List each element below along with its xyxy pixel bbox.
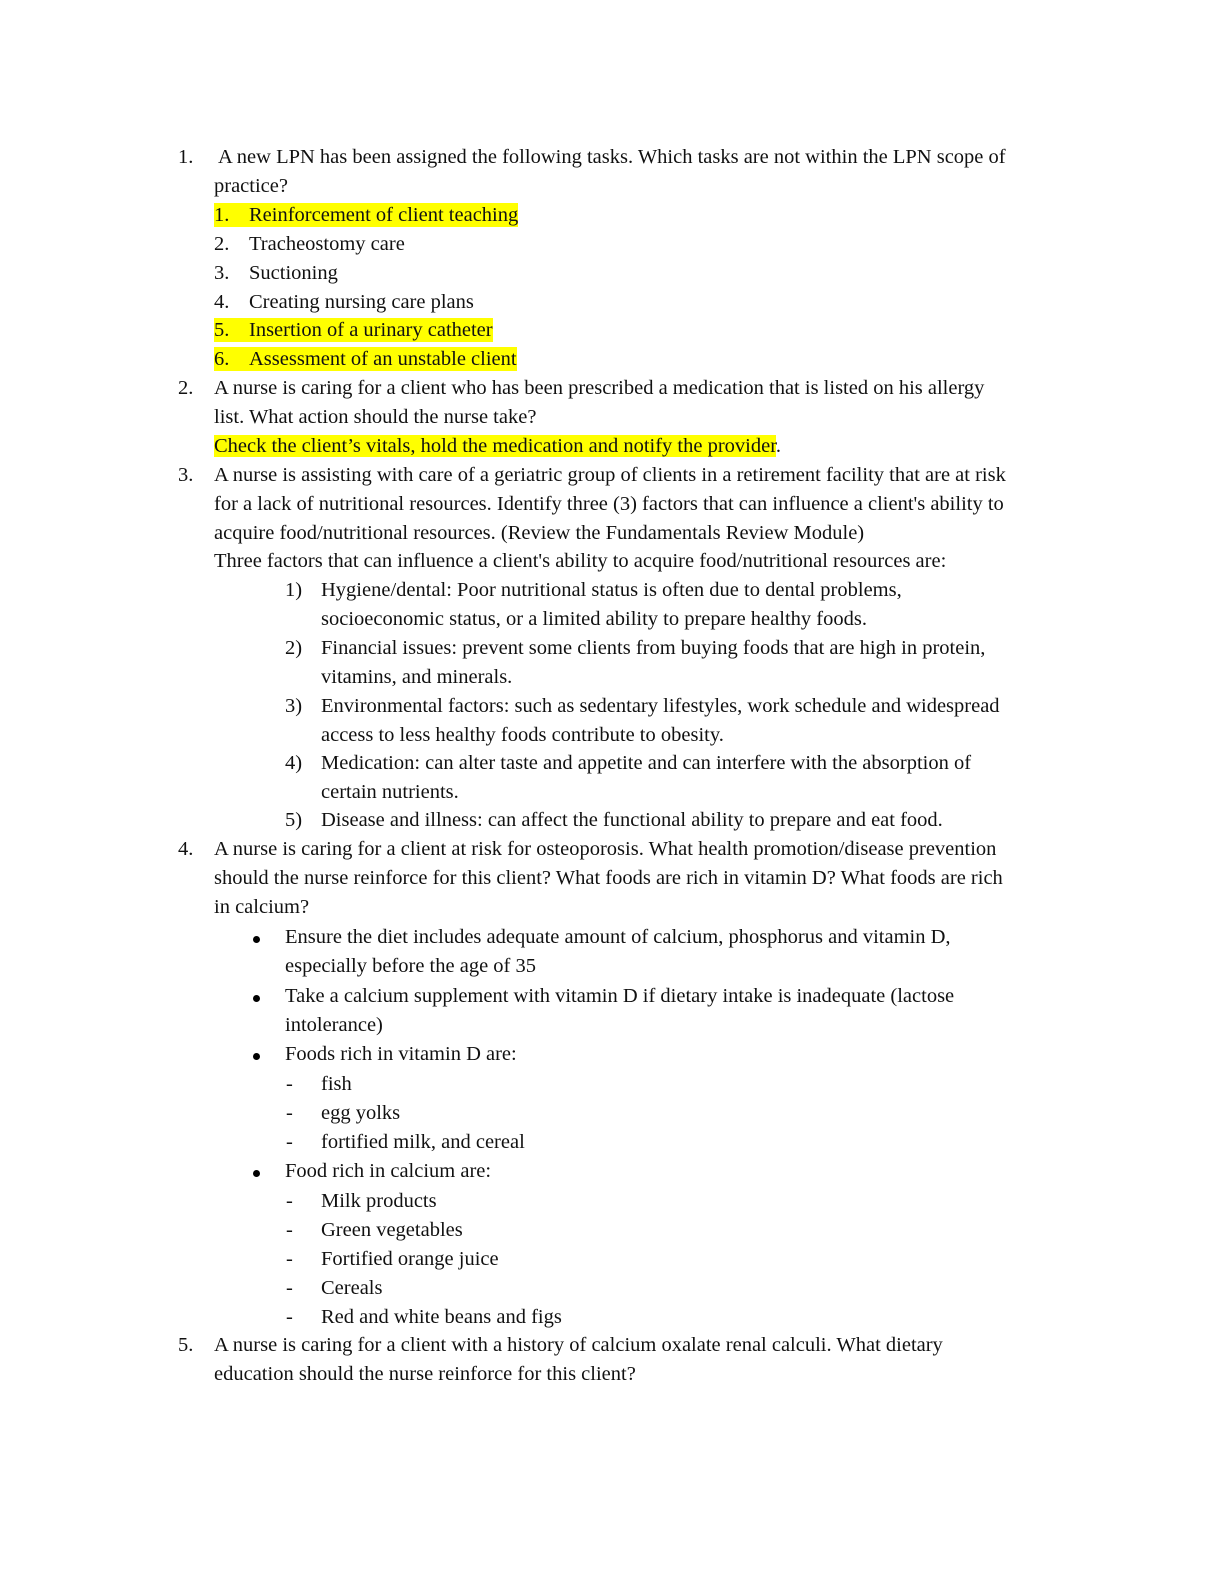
bullet-icon bbox=[253, 984, 260, 1008]
factor-number: 4) bbox=[285, 752, 303, 774]
question-number: 2. bbox=[178, 377, 194, 399]
bullet-text-line: Foods rich in vitamin D are: bbox=[285, 1043, 517, 1065]
option-text: Suctioning bbox=[249, 262, 338, 284]
question-text-line: should the nurse reinforce for this client? What foods are rich in vitamin D? What foods are rich bbox=[214, 867, 1003, 889]
factor-text-line: Environmental factors: such as sedentary lifestyles, work schedule and widespread bbox=[321, 695, 1000, 717]
option bbox=[214, 261, 338, 285]
question-text-line: list. What action should the nurse take? bbox=[214, 406, 537, 428]
dash-icon: - bbox=[286, 1248, 293, 1270]
bullet-text-line: Food rich in calcium are: bbox=[285, 1160, 492, 1182]
dash-icon: - bbox=[286, 1306, 293, 1328]
bullet-icon bbox=[253, 925, 260, 949]
question-text-line: A nurse is caring for a client who has been prescribed a medication that is listed on his allergy bbox=[214, 377, 985, 399]
dash-icon: - bbox=[286, 1102, 293, 1124]
option bbox=[214, 232, 405, 256]
sub-item: Fortified orange juice bbox=[321, 1248, 499, 1270]
question-text-line: practice? bbox=[214, 175, 288, 197]
question-number: 5. bbox=[178, 1334, 194, 1356]
factor-text-line: Disease and illness: can affect the functional ability to prepare and eat food. bbox=[321, 809, 943, 831]
option-text: Creating nursing care plans bbox=[249, 291, 474, 313]
factor-text-line: certain nutrients. bbox=[321, 781, 459, 803]
option-text: Insertion of a urinary catheter bbox=[249, 319, 493, 341]
option-text: Reinforcement of client teaching bbox=[249, 204, 519, 226]
factor-number: 2) bbox=[285, 637, 303, 659]
sub-item: egg yolks bbox=[321, 1102, 401, 1124]
option-text: Tracheostomy care bbox=[249, 233, 405, 255]
factor-text-line: vitamins, and minerals. bbox=[321, 666, 513, 688]
dash-icon: - bbox=[286, 1190, 293, 1212]
option bbox=[214, 290, 474, 314]
question-number: 4. bbox=[178, 838, 194, 860]
sub-item: Cereals bbox=[321, 1277, 383, 1299]
answer-intro: Three factors that can influence a client's ability to acquire food/nutritional resources are: bbox=[214, 550, 947, 572]
dash-icon: - bbox=[286, 1277, 293, 1299]
sub-item: Red and white beans and figs bbox=[321, 1306, 562, 1328]
option-number: 4. bbox=[214, 291, 230, 313]
question-text-line: A nurse is assisting with care of a geriatric group of clients in a retirement facility that are at risk bbox=[214, 464, 1006, 486]
question-text-line: A new LPN has been assigned the following tasks. Which tasks are not within the LPN scope of bbox=[218, 146, 1006, 168]
question-text-line: in calcium? bbox=[214, 896, 310, 918]
factor-text-line: Financial issues: prevent some clients from buying foods that are high in protein, bbox=[321, 637, 986, 659]
option-number: 3. bbox=[214, 262, 230, 284]
answer-highlighted: Check the client’s vitals, hold the medication and notify the provider bbox=[214, 435, 776, 457]
sub-item: Milk products bbox=[321, 1190, 437, 1212]
bullet-text-line: intolerance) bbox=[285, 1014, 383, 1036]
option-highlighted bbox=[214, 347, 517, 371]
factor-text-line: access to less healthy foods contribute to obesity. bbox=[321, 724, 724, 746]
factor-text-line: Medication: can alter taste and appetite and can interfere with the absorption of bbox=[321, 752, 972, 774]
question-text-line: for a lack of nutritional resources. Identify three (3) factors that can influence a client's ability to bbox=[214, 493, 1004, 515]
option-number: 6. bbox=[214, 348, 230, 370]
option-number: 5. bbox=[214, 319, 230, 341]
factor-number: 5) bbox=[285, 809, 303, 831]
option-highlighted bbox=[214, 203, 518, 227]
question-number: 1. bbox=[178, 146, 194, 168]
question-text-line: acquire food/nutritional resources. (Review the Fundamentals Review Module) bbox=[214, 522, 865, 544]
bullet-text-line: especially before the age of 35 bbox=[285, 955, 537, 977]
factor-number: 1) bbox=[285, 579, 303, 601]
bullet-icon bbox=[253, 1042, 260, 1066]
factor-text-line: Hygiene/dental: Poor nutritional status is often due to dental problems, bbox=[321, 579, 902, 601]
option-number: 1. bbox=[214, 204, 230, 226]
sub-item: Green vegetables bbox=[321, 1219, 463, 1241]
dash-icon: - bbox=[286, 1219, 293, 1241]
option-number: 2. bbox=[214, 233, 230, 255]
option-text: Assessment of an unstable client bbox=[249, 348, 517, 370]
sub-item: fish bbox=[321, 1073, 352, 1095]
dash-icon: - bbox=[286, 1131, 293, 1153]
factor-number: 3) bbox=[285, 695, 303, 717]
question-number: 3. bbox=[178, 464, 194, 486]
bullet-text-line: Take a calcium supplement with vitamin D if dietary intake is inadequate (lactose bbox=[285, 985, 955, 1007]
bullet-text-line: Ensure the diet includes adequate amount of calcium, phosphorus and vitamin D, bbox=[285, 926, 951, 948]
answer-line bbox=[214, 434, 781, 458]
option-highlighted bbox=[214, 318, 493, 342]
question-text-line: A nurse is caring for a client at risk for osteoporosis. What health promotion/disease prevention bbox=[214, 838, 997, 860]
answer-period: . bbox=[775, 435, 782, 457]
dash-icon: - bbox=[286, 1073, 293, 1095]
factor-text-line: socioeconomic status, or a limited ability to prepare healthy foods. bbox=[321, 608, 867, 630]
question-text-line: education should the nurse reinforce for this client? bbox=[214, 1363, 636, 1385]
question-text-line: A nurse is caring for a client with a history of calcium oxalate renal calculi. What dietary bbox=[214, 1334, 943, 1356]
sub-item: fortified milk, and cereal bbox=[321, 1131, 525, 1153]
bullet-icon bbox=[253, 1159, 260, 1183]
